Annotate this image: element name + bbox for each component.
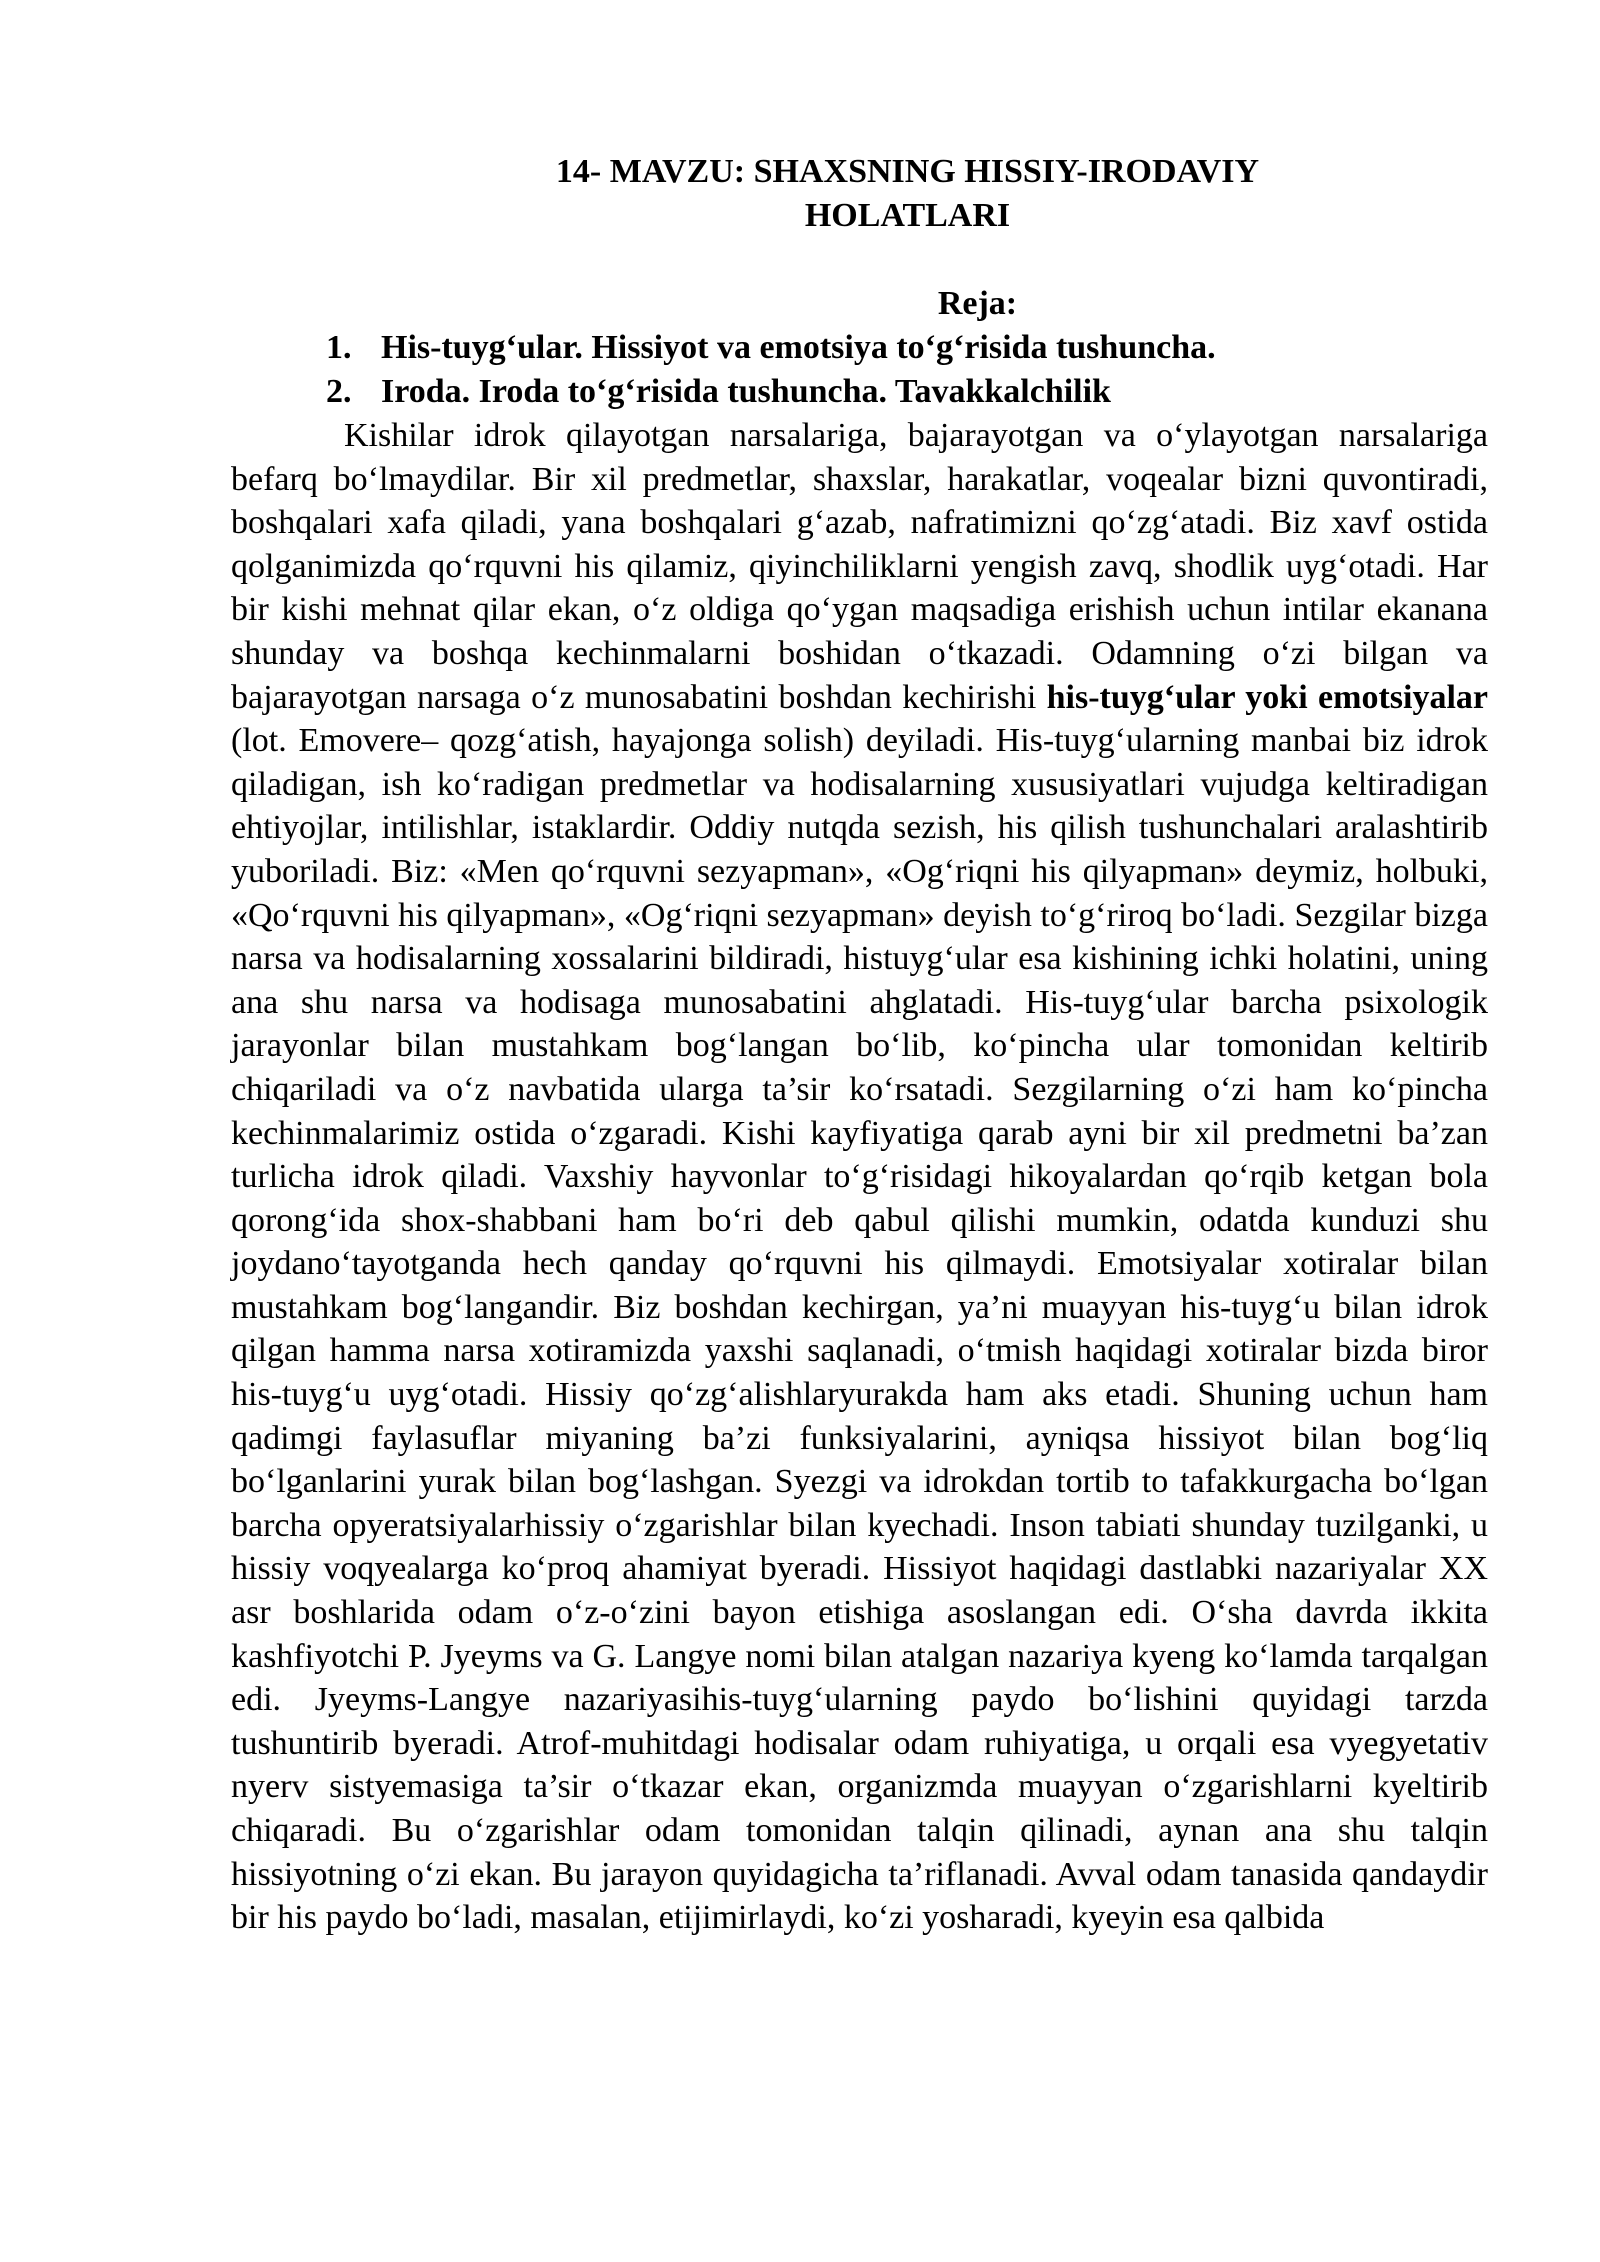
bold-term: his-tuyg‘ular yoki emotsiyalar bbox=[1046, 678, 1488, 716]
plan-item bbox=[231, 370, 1488, 414]
plan-list bbox=[231, 326, 1488, 414]
topic-title bbox=[231, 150, 1488, 238]
plan-item-text: His-tuyg‘ular. Hissiyot va emotsiya to‘g‘risida tushuncha. bbox=[381, 329, 1216, 366]
plan-item-number: 2. bbox=[326, 373, 352, 410]
plan-item-number: 1. bbox=[326, 329, 352, 366]
body-text-part-2: (lot. Emovere– qozg‘atish, hayajonga solish) deyiladi. His-tuyg‘ularning manbai biz idrok qiladigan, ish ko‘radigan predmetlar va hodisalarning xususiyatlari vujudga keltiradigan ehtiyojlar, intilishlar, istaklardir. Oddiy nutqda sezish, his qilish tushunchalari aralashtirib yuboriladi. Biz: «Men qo‘rquvni sezyapman», «Og‘riqni his qilyapman» deymiz, holbuki, «Qo‘rquvni his qilyapman», «Og‘riqni sezyapman» deyish to‘g‘riroq bo‘ladi. Sezgilar bizga narsa va hodisalarning xossalarini bildiradi, histuyg‘ular esa kishining ichki holatini, uning ana shu narsa va hodisaga munosabatini ahglatadi. His-tuyg‘ular barcha psixologik jarayonlar bilan mustahkam bog‘langan bo‘lib, ko‘pincha ular tomonidan keltirib chiqariladi va o‘z navbatida ularga ta’sir ko‘rsatadi. Sezgilarning o‘zi ham ko‘pincha kechinmalarimiz ostida o‘zgaradi. Kishi kayfiyatiga qarab ayni bir xil predmetni ba’zan turlicha idrok qiladi. Vaxshiy hayvonlar to‘g‘risidagi hikoyalardan qo‘rqib ketgan bola qorong‘ida shox-shabbani ham bo‘ri deb qabul qilishi mumkin, odatda kunduzi shu joydano‘tayotganda hech qanday qo‘rquvni his qilmaydi. Emotsiyalar xotiralar bilan mustahkam bog‘langandir. Biz boshdan kechirgan, ya’ni muayyan his-tuyg‘u bilan idrok qilgan hamma narsa xotiramizda yaxshi saqlanadi, o‘tmish haqidagi xotiralar bizda biror his-tuyg‘u uyg‘otadi. Hissiy qo‘zg‘alishlaryurakda ham aks etadi. Shuning uchun ham qadimgi faylasuflar miyaning ba’zi funksiyalarini, ayniqsa hissiyot bilan bog‘liq bo‘lganlarini yurak bilan bog‘lashgan. Syezgi va idrokdan tortib to tafakkurgacha bo‘lgan barcha opyeratsiyalarhissiy o‘zgarishlar bilan kyechadi. Inson tabiati shunday tuzilganki, u hissiy voqyealarga ko‘proq ahamiyat byeradi. Hissiyot haqidagi dastlabki nazariyalar XX asr boshlarida odam o‘z-o‘zini bayon etishiga asoslangan edi. O‘sha davrda ikkita kashfiyotchi P. Jyeyms va G. Langye nomi bilan atalgan nazariya kyeng ko‘lamda tarqalgan edi. Jyeyms-Langye nazariyasihis-tuyg‘ularning paydo bo‘lishini quyidagi tarzda tushuntirib byeradi. Atrof-muhitdagi hodisalar odam ruhiyatiga, u orqali esa vyegyetativ nyerv sistyemasiga ta’sir o‘tkazar ekan, organizmda muayyan o‘zgarishlarni kyeltirib chiqaradi. Bu o‘zgarishlar odam tomonidan talqin qilinadi, aynan ana shu talqin hissiyotning o‘zi ekan. Bu jarayon quyidagicha ta’riflanadi. Avval odam tanasida qandaydir bir his paydo bo‘ladi, masalan, etijimirlaydi, ko‘zi yosharadi, kyeyin esa qalbida bbox=[231, 722, 1488, 1937]
plan-heading: Reja: bbox=[937, 285, 1018, 322]
plan-item bbox=[231, 326, 1488, 370]
plan-item-text: Iroda. Iroda to‘g‘risida tushuncha. Tavakkalchilik bbox=[381, 373, 1111, 410]
topic-title-line-1: 14- MAVZU: SHAXSNING HISSIY-IRODAVIY bbox=[555, 153, 1260, 190]
document-page bbox=[231, 150, 1488, 1940]
topic-title-line-2: HOLATLARI bbox=[804, 197, 1011, 234]
body-paragraph bbox=[231, 414, 1488, 1940]
body-text-part-1: Kishilar idrok qilayotgan narsalariga, bajarayotgan va o‘ylayotgan narsalariga befarq bo‘lmaydilar. Bir xil predmetlar, shaxslar, harakatlar, voqealar bizni quvontiradi, boshqalari xafa qiladi, yana boshqalari g‘azab, nafratimizni qo‘zg‘atadi. Biz xavf ostida qolganimizda qo‘rquvni his qilamiz, qiyinchiliklarni yengish zavq, shodlik uyg‘otadi. Har bir kishi mehnat qilar ekan, o‘z oldiga qo‘ygan maqsadiga erishish uchun intilar ekanana shunday va boshqa kechinmalarni boshidan o‘tkazadi. Odamning o‘zi bilgan va bajarayotgan narsaga o‘z munosabatini boshdan kechirishi bbox=[231, 417, 1488, 716]
